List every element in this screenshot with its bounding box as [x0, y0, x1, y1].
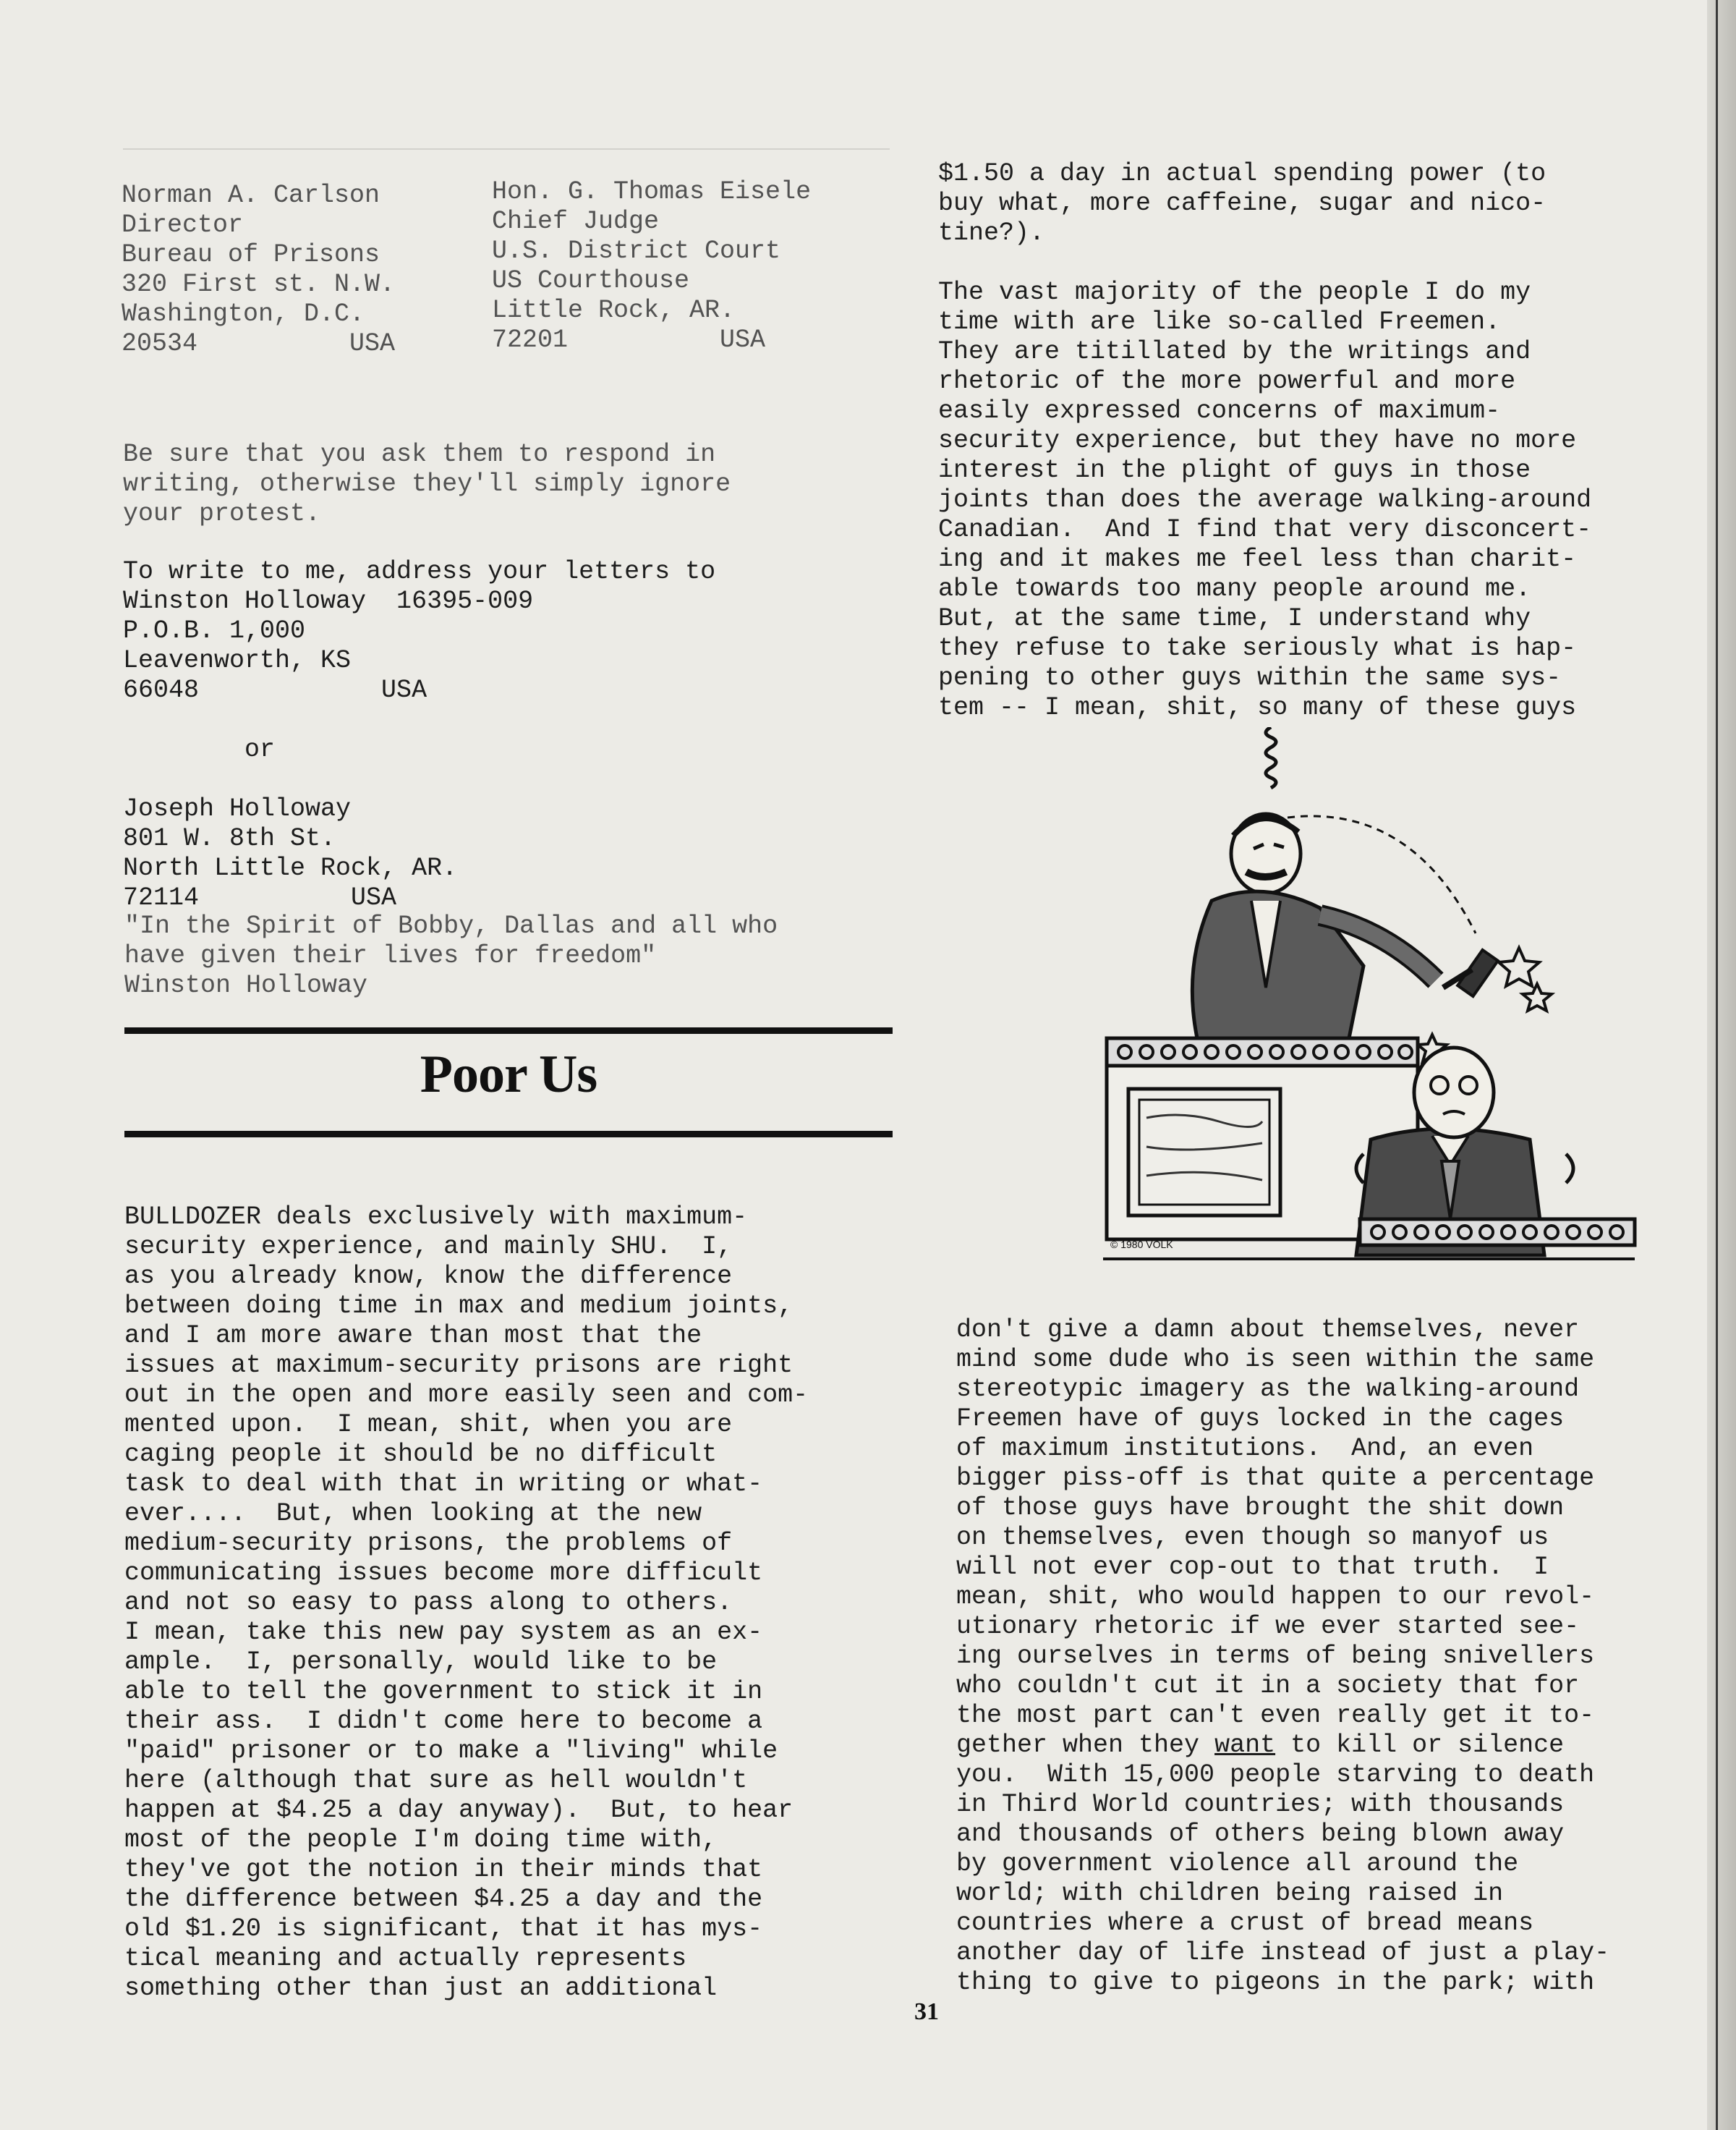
quote-line: "In the Spirit of Bobby, Dallas and all who: [124, 912, 778, 941]
address-line: 801 W. 8th St.: [123, 824, 336, 853]
address-line: Joseph Holloway: [123, 794, 352, 823]
text-line: most of the people I'm doing time with,: [124, 1825, 718, 1854]
article-column-2-top: [938, 159, 1591, 723]
text-line: But, at the same time, I understand why: [938, 604, 1531, 633]
text-line: interest in the plight of guys in those: [938, 456, 1531, 485]
text-line: communicating issues become more difficult: [124, 1558, 763, 1587]
text-line: out in the open and more easily seen and com-: [124, 1380, 809, 1409]
text-line: easily expressed concerns of maximum-: [938, 396, 1501, 425]
heading-rule-top: [124, 1027, 893, 1034]
judge-cartoon-illustration: [1103, 727, 1638, 1266]
address-line: [123, 765, 715, 794]
text-line: countries where a crust of bread means: [956, 1909, 1534, 1938]
text-line: thing to give to pigeons in the park; with: [956, 1968, 1595, 1997]
dock-rail: [1360, 1219, 1635, 1245]
quote-line: Winston Holloway: [124, 971, 368, 1000]
page-edge: [1707, 0, 1736, 2130]
text-line: utionary rhetoric if we ever started see-: [956, 1612, 1580, 1641]
address-line: Chief Judge: [492, 207, 660, 236]
text-line: task to deal with that in writing or what-: [124, 1469, 763, 1498]
text-line: ing ourselves in terms of being snivellers: [956, 1642, 1595, 1671]
text-line: medium-security prisons, the problems of: [124, 1529, 733, 1558]
text-line: and thousands of others being blown away: [956, 1820, 1565, 1849]
text-line: [956, 1731, 1609, 1760]
text-line: as you already know, know the difference: [124, 1262, 733, 1291]
address-line: 66048 USA: [123, 676, 427, 705]
text-line: another day of life instead of just a play-: [956, 1938, 1610, 1967]
article-column-2-bottom: [956, 1315, 1609, 1998]
text-line: bigger piss-off is that quite a percentage: [956, 1464, 1595, 1493]
article-title: Poor Us: [420, 1045, 597, 1104]
text-line: caging people it should be no difficult: [124, 1440, 718, 1469]
text-line: their ass. I didn't come here to become a: [124, 1707, 763, 1736]
text-line: of maximum institutions. And, an even: [956, 1434, 1534, 1463]
text-line: tem -- I mean, shit, so many of these guys: [938, 693, 1577, 722]
text-line: and I am more aware than most that the: [124, 1321, 702, 1350]
address-line: 72114 USA: [123, 883, 397, 912]
text-line: able towards too many people around me.: [938, 574, 1531, 603]
text-line: security experience, but they have no more: [938, 426, 1577, 455]
spring-icon: [1266, 727, 1276, 788]
address-line: Leavenworth, KS: [123, 646, 352, 675]
text-line: pening to other guys within the same sys-: [938, 663, 1562, 692]
text-line: of those guys have brought the shit down: [956, 1493, 1565, 1522]
text-line: they refuse to take seriously what is hap-: [938, 634, 1577, 663]
binding-spine: [1716, 0, 1718, 2130]
text-line: $1.50 a day in actual spending power (to: [938, 159, 1546, 188]
text-line: "paid" prisoner or to make a "living" while: [124, 1736, 778, 1765]
text-line: ever.... But, when looking at the new: [124, 1499, 702, 1528]
text-line: issues at maximum-security prisons are right: [124, 1351, 793, 1380]
text-line: something other than just an additional: [124, 1974, 718, 2003]
address-line: Bureau of Prisons: [122, 240, 380, 269]
text-line: rhetoric of the more powerful and more: [938, 367, 1516, 396]
address-line: 72201 USA: [492, 326, 766, 355]
top-rule: [123, 148, 890, 150]
text-line: tine?).: [938, 218, 1045, 247]
dedication-quote: [124, 912, 778, 1001]
underlined-word: want: [1214, 1731, 1276, 1760]
address-carlson: [122, 181, 395, 359]
text-line: writing, otherwise they'll simply ignore: [123, 470, 731, 498]
text-line: mean, shit, who would happen to our revol-: [956, 1582, 1595, 1611]
text-line: the most part can't even really get it to-: [956, 1701, 1595, 1730]
text-line: and not so easy to pass along to others.: [124, 1588, 733, 1617]
text-fragment: to kill or silence: [1275, 1731, 1565, 1760]
text-line: they've got the notion in their minds that: [124, 1855, 763, 1884]
text-line: old $1.20 is significant, that it has mys-: [124, 1914, 763, 1943]
text-line: in Third World countries; with thousands: [956, 1790, 1565, 1819]
address-line: To write to me, address your letters to: [123, 557, 716, 586]
page-number: 31: [914, 1998, 939, 2025]
text-line: on themselves, even though so manyof us: [956, 1523, 1549, 1552]
mailing-addresses: [123, 557, 715, 913]
address-line: Director: [122, 211, 244, 239]
text-line: Canadian. And I find that very disconcert-: [938, 515, 1592, 544]
text-line: BULLDOZER deals exclusively with maximum-: [124, 1202, 748, 1231]
text-line: the difference between $4.25 a day and the: [124, 1885, 763, 1914]
address-line: North Little Rock, AR.: [123, 854, 458, 883]
address-line: 20534 USA: [122, 329, 396, 358]
address-line: 320 First st. N.W.: [122, 270, 396, 299]
text-line: ample. I, personally, would like to be: [124, 1647, 718, 1676]
text-line: don't give a damn about themselves, never: [956, 1315, 1580, 1344]
text-line: who couldn't cut it in a society that for: [956, 1671, 1580, 1700]
text-line: Be sure that you ask them to respond in: [123, 440, 716, 469]
text-line: tical meaning and actually represents: [124, 1944, 687, 1973]
quote-line: have given their lives for freedom": [124, 941, 657, 970]
address-eisele: [492, 177, 811, 355]
address-line: Hon. G. Thomas Eisele: [492, 177, 812, 206]
text-line: happen at $4.25 a day anyway). But, to hear: [124, 1796, 793, 1825]
article-column-1: [124, 1202, 808, 2003]
text-line: able to tell the government to stick it in: [124, 1677, 763, 1706]
text-line: between doing time in max and medium joints,: [124, 1291, 793, 1320]
address-line: [123, 705, 715, 735]
text-line: buy what, more caffeine, sugar and nico-: [938, 189, 1546, 218]
heading-rule-bottom: [124, 1131, 893, 1137]
text-line: security experience, and mainly SHU. I,: [124, 1232, 733, 1261]
text-line: mented upon. I mean, shit, when you are: [124, 1410, 733, 1439]
address-line: US Courthouse: [492, 266, 690, 295]
text-fragment: gether when they: [956, 1731, 1215, 1760]
address-line: P.O.B. 1,000: [123, 616, 306, 645]
text-line: The vast majority of the people I do my: [938, 278, 1531, 307]
address-line: or: [123, 735, 276, 764]
address-line: Norman A. Carlson: [122, 181, 380, 210]
text-line: you. With 15,000 people starving to death: [956, 1760, 1595, 1789]
text-line: here (although that sure as hell wouldn't: [124, 1766, 748, 1795]
text-line: They are titillated by the writings and: [938, 337, 1531, 366]
text-line: ing and it makes me feel less than charit-: [938, 545, 1577, 574]
instruction-paragraph: [123, 440, 731, 529]
text-line: I mean, take this new pay system as an ex-: [124, 1618, 763, 1647]
text-line: will not ever cop-out to that truth. I: [956, 1553, 1549, 1582]
address-line: U.S. District Court: [492, 237, 781, 266]
text-line: joints than does the average walking-around: [938, 485, 1592, 514]
defendant-head: [1414, 1048, 1494, 1137]
text-line: by government violence all around the: [956, 1849, 1519, 1878]
text-line: your protest.: [123, 499, 321, 528]
text-line: time with are like so-called Freemen.: [938, 307, 1501, 336]
address-line: Little Rock, AR.: [492, 296, 736, 325]
address-line: Washington, D.C.: [122, 300, 365, 328]
text-line: mind some dude who is seen within the same: [956, 1345, 1595, 1374]
address-line: Winston Holloway 16395-009: [123, 587, 534, 616]
cartoon-credit: © 1980 VOLK: [1110, 1239, 1173, 1250]
text-line: Freemen have of guys locked in the cages: [956, 1404, 1565, 1433]
text-line: [938, 248, 1591, 278]
text-line: world; with children being raised in: [956, 1879, 1504, 1908]
text-line: stereotypic imagery as the walking-around: [956, 1375, 1580, 1404]
